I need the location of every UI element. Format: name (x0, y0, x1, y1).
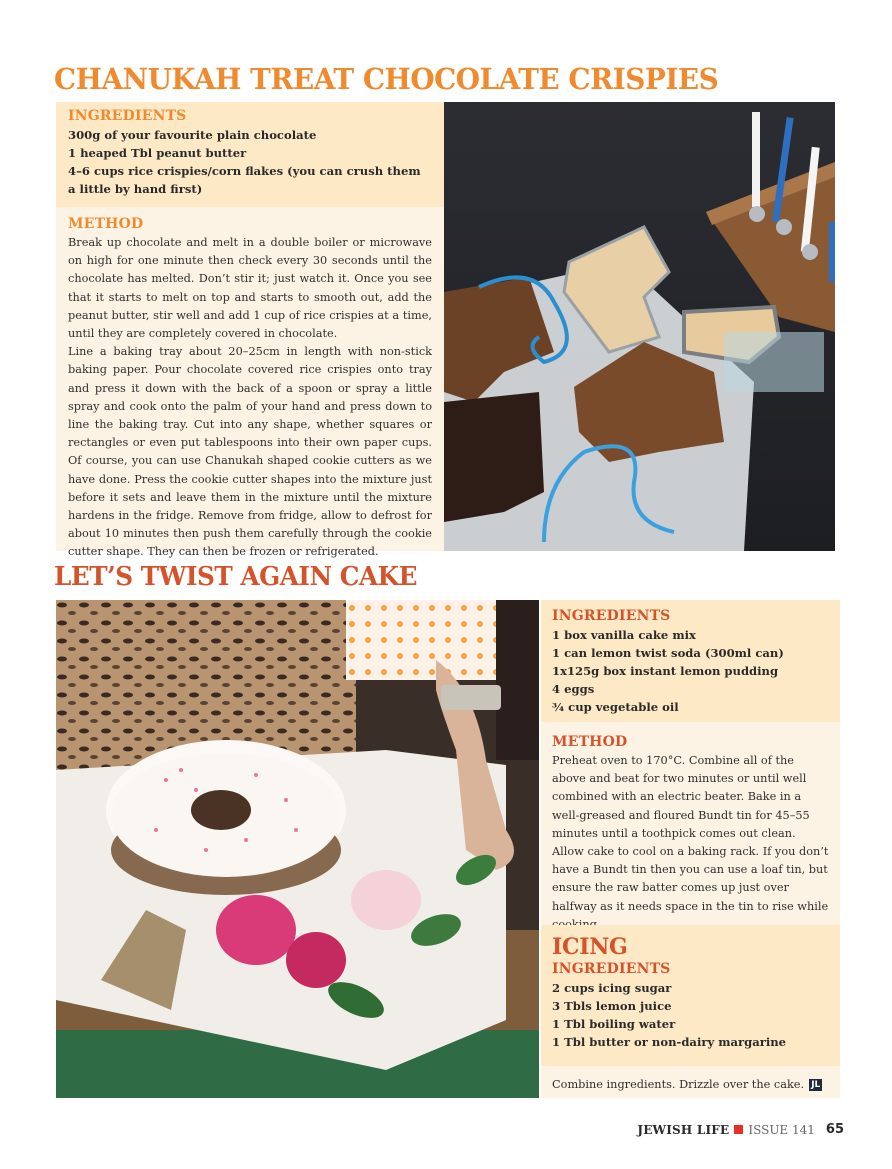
ingredient-item: 1 box vanilla cake mix (552, 628, 696, 642)
ingredient-item: ¾ cup vegetable oil (552, 700, 679, 714)
ingredient-item: 1 Tbl boiling water (552, 1017, 676, 1031)
page-number: 65 (825, 1122, 844, 1137)
recipe-2-photo (56, 600, 539, 1098)
footer-square-icon (734, 1125, 743, 1134)
ingredient-item: 4–6 cups rice crispies/corn flakes (you can crush them a little by hand first) (68, 164, 421, 196)
ingredient-item: 1 heaped Tbl peanut butter (68, 146, 247, 160)
page-footer (637, 1122, 844, 1137)
method-paragraph: Break up chocolate and melt in a double boiler or microwave on high for one minute then check every 30 seconds until the chocolate has melted. Don’t stir it; just watch it. Once you see that it starts to melt on top and starts to smooth out, add the peanut butter, stir well and add 1 cup of rice crispies at a time, until they are completely covered in chocolate. (68, 236, 432, 341)
ingredient-item: 1 Tbl butter or non-dairy margarine (552, 1035, 787, 1049)
icing-ingredients-heading: INGREDIENTS (552, 961, 671, 977)
ingredient-item: 1x125g box instant lemon pudding (552, 664, 779, 678)
ingredient-item: 1 can lemon twist soda (300ml can) (552, 646, 784, 660)
icing-ingredients-box (541, 925, 840, 1066)
ingredient-item: 3 Tbls lemon juice (552, 999, 672, 1013)
recipe-2-title: LET’S TWIST AGAIN CAKE (54, 562, 417, 592)
recipe-2-ingredients-box (541, 600, 840, 722)
icing-title: ICING (552, 934, 628, 960)
icing-ingredients-list (552, 979, 829, 1051)
method-heading: METHOD (552, 734, 628, 750)
method-text: Preheat oven to 170°C. Combine all of the above and beat for two minutes or until well combined with an electric beater. Bake in a well-greased and floured Bundt tin for 45–55 minutes until a toothpick comes out clean. Allow cake to cool on a baking rack. If you don’t have a Bundt tin then you can use a loaf tin, but ensure the raw batter comes up just over halfway as it needs space in the tin to rise while (552, 754, 829, 913)
recipe-1-photo (444, 102, 835, 551)
cake-photo-illustration (56, 600, 539, 1098)
ingredient-item: 300g of your favourite plain chocolate (68, 128, 317, 142)
issue-number: ISSUE 141 (748, 1122, 815, 1137)
recipe-2-method-box (541, 722, 840, 925)
recipe-1-method-box (56, 207, 444, 559)
icing-method-text: Combine ingredients. Drizzle over the cake. (552, 1078, 805, 1091)
ingredients-heading: INGREDIENTS (68, 108, 187, 124)
recipe-1-title: CHANUKAH TREAT CHOCOLATE CRISPIES (54, 62, 719, 96)
recipe-1-ingredients-box (56, 102, 444, 207)
ingredient-item: 2 cups icing sugar (552, 981, 672, 995)
magazine-name: JEWISH LIFE (637, 1122, 730, 1137)
ingredients-heading: INGREDIENTS (552, 608, 671, 624)
method-text (68, 234, 432, 562)
end-mark-logo: JL (811, 1080, 821, 1090)
ingredients-list (68, 126, 432, 198)
icing-method-box (541, 1066, 840, 1098)
method-heading: METHOD (68, 216, 144, 232)
ingredients-list (552, 626, 829, 716)
crispies-photo-illustration (444, 102, 835, 551)
method-paragraph: Line a baking tray about 20–25cm in length with non-stick baking paper. Pour chocolate covered rice crispies onto tray and press it down with the back of a spoon or spray a little spray and cook onto the palm of your hand and press down to line the baking tray. Cut into any shape, whether squares or rectangles or even put tablespoons into their own paper cups. Of course, you can use Chanukah shaped cookie cutters as we have done. Press the cookie cutter shapes into the mixture just before it sets and leave them in the mixture until the mixture hardens in the fridge. Remove from fridge, allow to defrost for about 10 minutes then push them carefully through the cookie cutter shape. They can then be frozen or refrigerated. (68, 345, 432, 559)
ingredient-item: 4 eggs (552, 682, 595, 696)
